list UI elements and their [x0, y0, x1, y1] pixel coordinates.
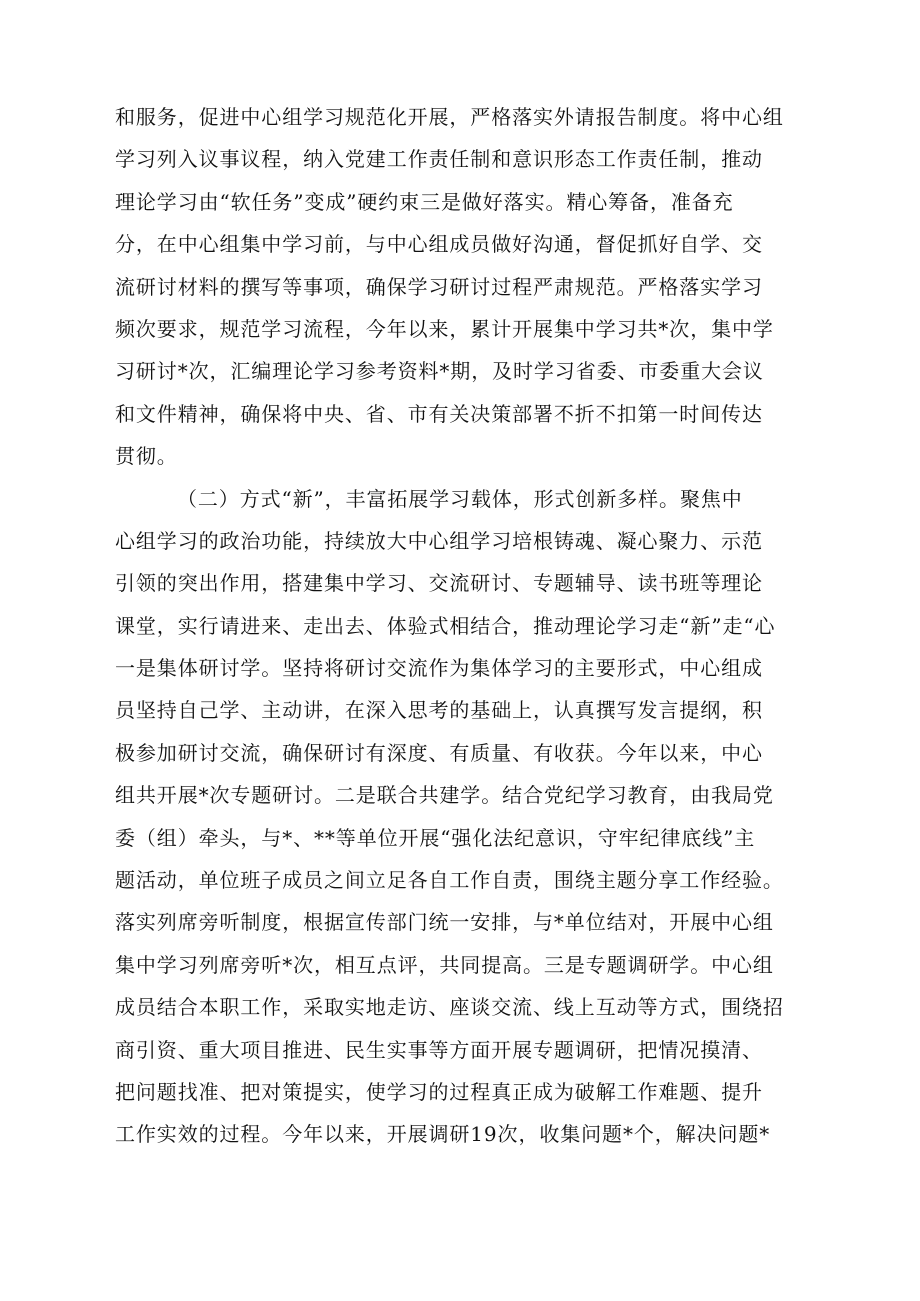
text-line: 习研讨*次，汇编理论学习参考资料*期，及时学习省委、市委重大会议	[115, 359, 764, 384]
document-body	[115, 96, 855, 1156]
text-line: 委（组）牵头，与*、**等单位开展“强化法纪意识，守牢纪律底线”主	[115, 825, 756, 850]
text-line: 理论学习由“软任务”变成”硬约束三是做好落实。精心筹备，准备充	[115, 189, 734, 214]
text-line: 和服务，促进中心组学习规范化开展，严格落实外请报告制度。将中心组	[115, 105, 784, 129]
text-line: 员坚持自己学、主动讲，在深入思考的基础上，认真撰写发言提纲，积	[115, 698, 763, 723]
text-line: 分，在中心组集中学习前，与中心组成员做好沟通，督促抓好自学、交	[115, 232, 763, 257]
text-line: 和文件精神，确保将中央、省、市有关决策部署不折不扣第一时间传达	[115, 401, 763, 426]
text-line: 极参加研讨交流，确保研讨有深度、有质量、有收获。今年以来，中心	[115, 740, 763, 765]
text-line: 学习列入议事议程，纳入党建工作责任制和意识形态工作责任制，推动	[115, 147, 763, 172]
text-line: 流研讨材料的撰写等事项，确保学习研讨过程严肃规范。严格落实学习	[115, 274, 763, 299]
text-line: 课堂，实行请进来、走出去、体验式相结合，推动理论学习走“新”走“心	[115, 613, 776, 638]
text-line: 题活动，单位班子成员之间立足各自工作自责，围绕主题分享工作经验。	[115, 868, 784, 893]
text-line: 成员结合本职工作，采取实地走访、座谈交流、线上互动等方式，围绕招	[115, 995, 784, 1020]
section-heading-line: （二）方式“新”，丰富拓展学习载体，形式创新多样。聚焦中	[177, 486, 743, 511]
text-line: 集中学习列席旁听*次，相互点评，共同提高。三是专题调研学。中心组	[115, 952, 774, 977]
text-line: 把问题找准、把对策提实，使学习的过程真正成为破解工作难题、提升	[115, 1079, 763, 1104]
text-line: 心组学习的政治功能，持续放大中心组学习培根铸魂、凝心聚力、示范	[115, 528, 763, 553]
text-line: 贯彻。	[115, 444, 178, 469]
text-line: 落实列席旁听制度，根据宣传部门统一安排，与*单位结对，开展中心组	[115, 910, 774, 935]
text-line: 一是集体研讨学。坚持将研讨交流作为集体学习的主要形式，中心组成	[115, 656, 763, 681]
text-line: 组共开展*次专题研讨。二是联合共建学。结合党纪学习教育，由我局党	[115, 783, 774, 808]
text-line: 引领的突出作用，搭建集中学习、交流研讨、专题辅导、读书班等理论	[115, 571, 763, 596]
text-line: 商引资、重大项目推进、民生实事等方面开展专题调研，把情况摸清、	[115, 1037, 763, 1062]
text-line: 工作实效的过程。今年以来，开展调研19次，收集问题*个，解决问题*	[115, 1122, 771, 1147]
text-line: 频次要求，规范学习流程，今年以来，累计开展集中学习共*次，集中学	[115, 316, 774, 341]
